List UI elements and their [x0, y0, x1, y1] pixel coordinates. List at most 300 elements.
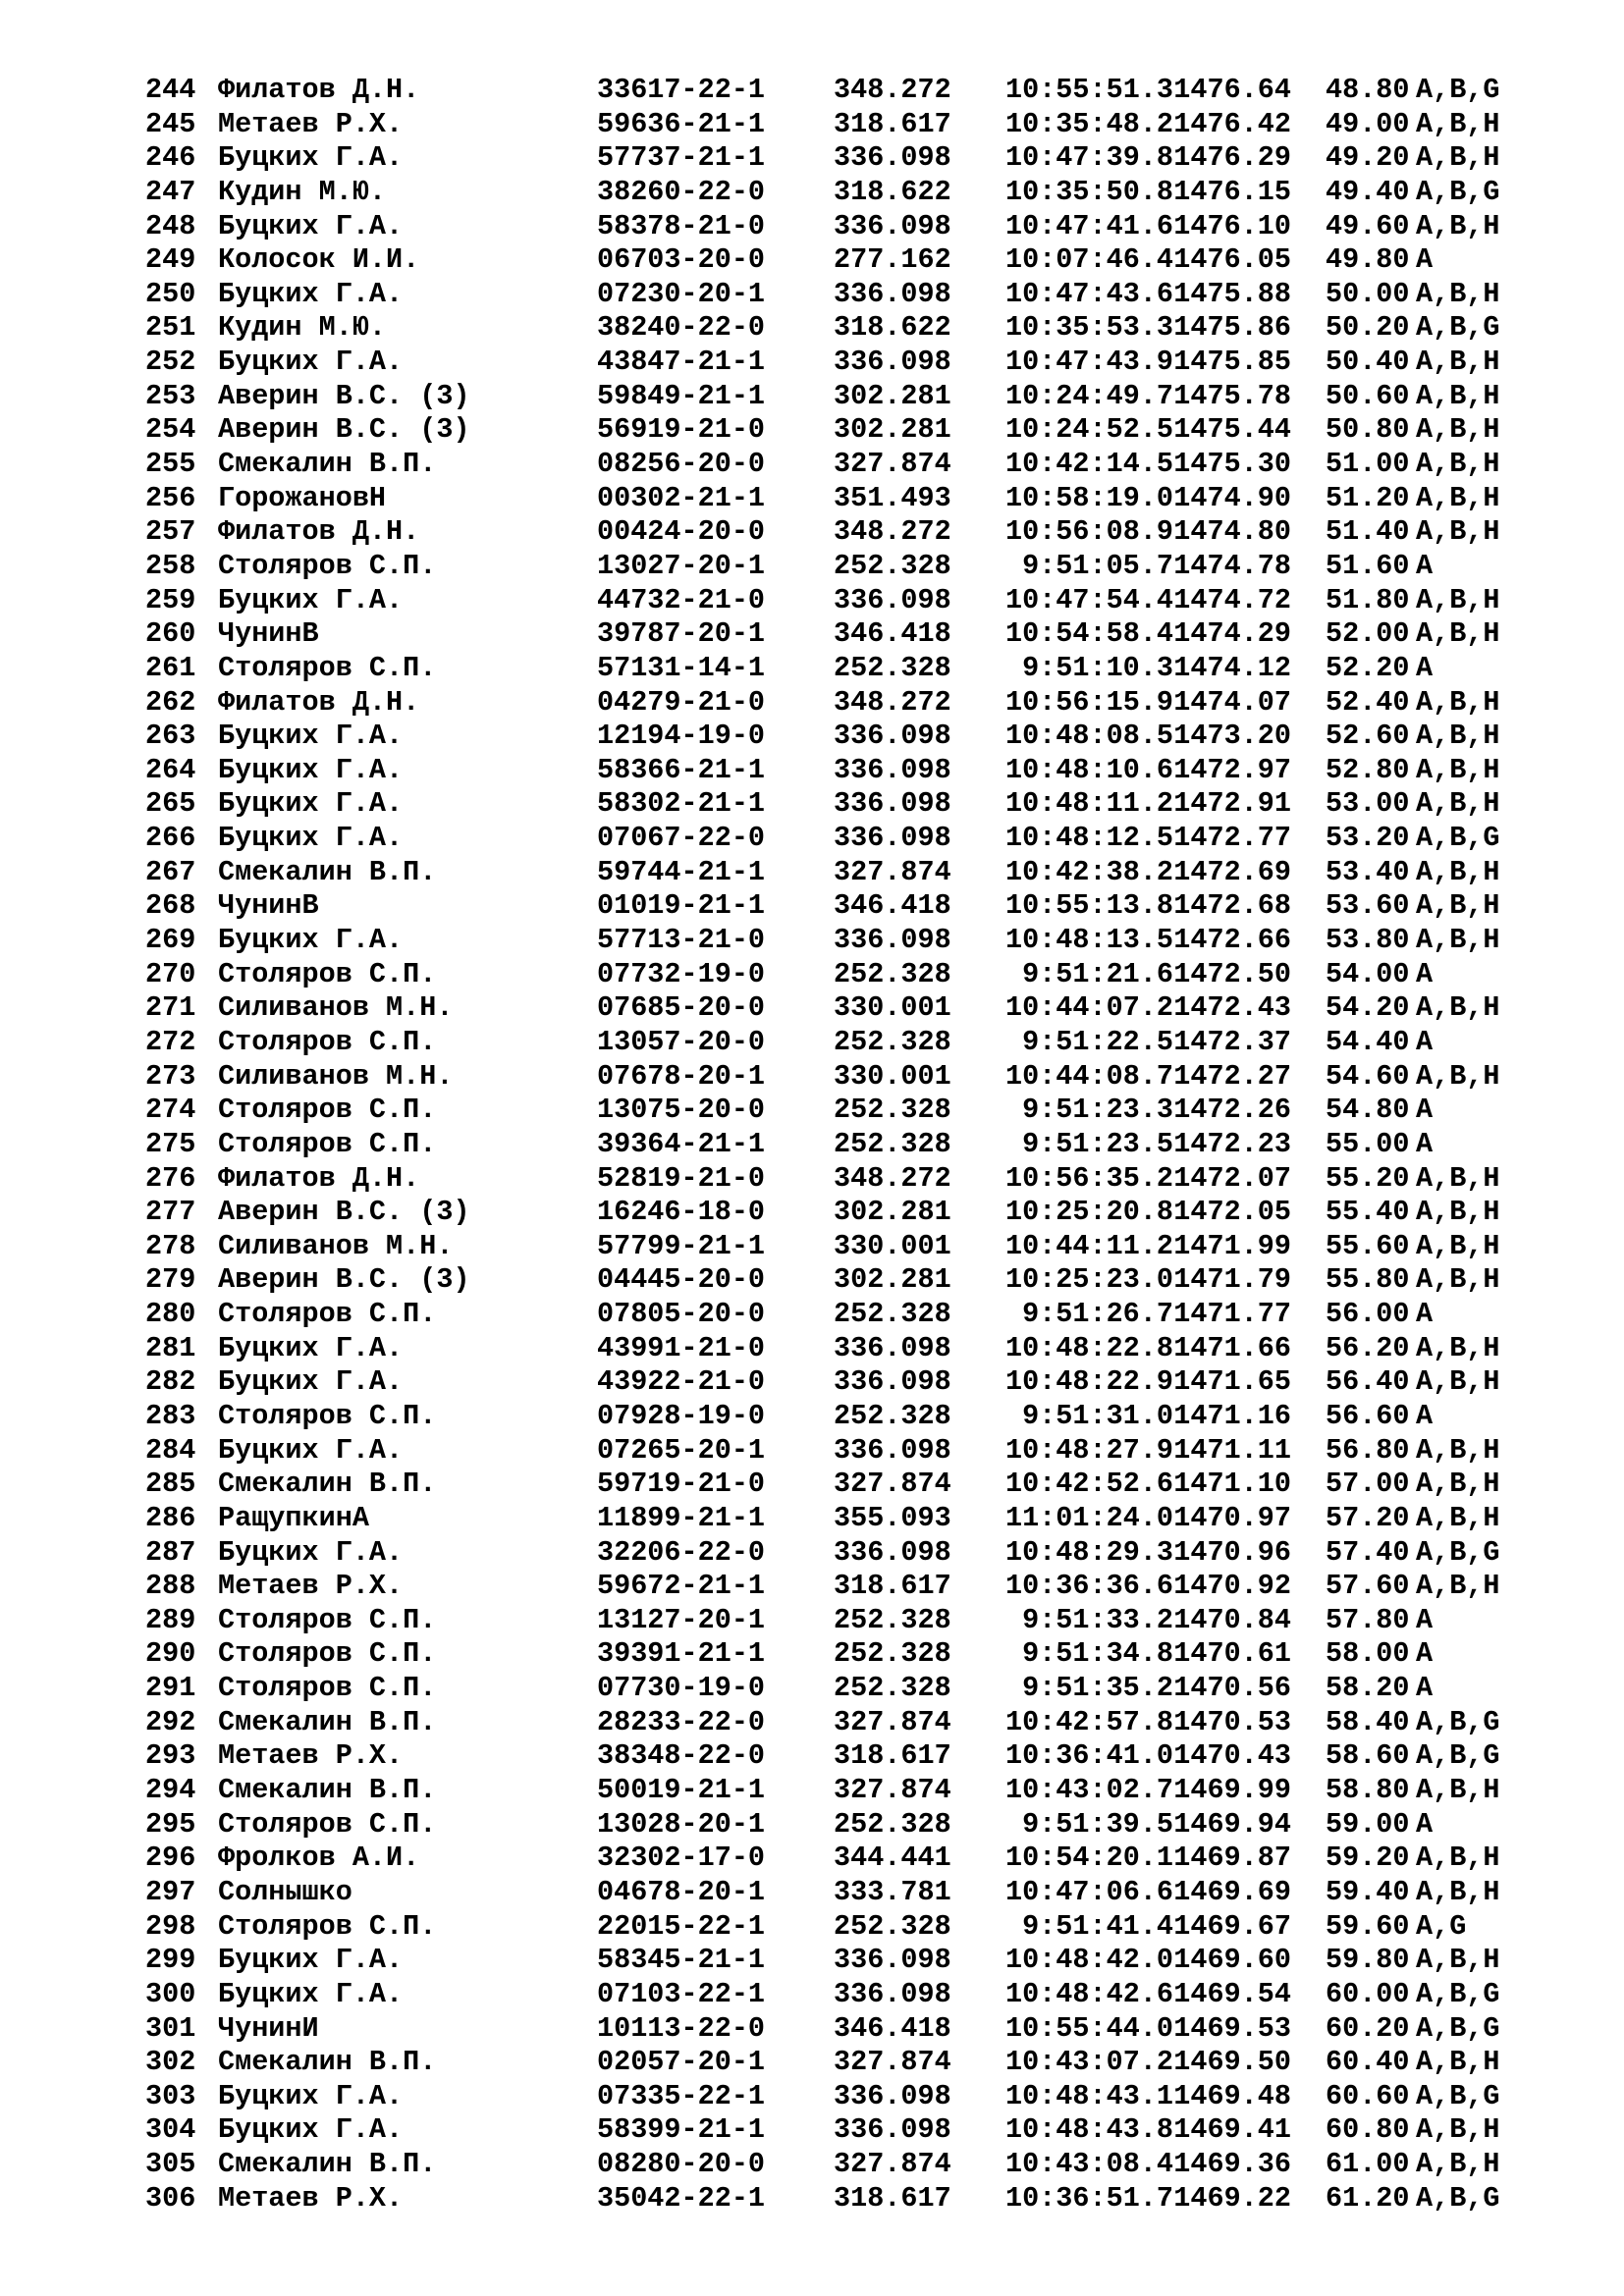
time-cell: 10:24:52.5 [1004, 413, 1173, 447]
distance-cell: 302.281 [834, 1196, 951, 1229]
time-cell: 10:48:42.6 [1004, 1977, 1173, 2010]
ring-cell: 50019-21-1 [597, 1774, 766, 1807]
speed-cell: 1472.69 [1173, 855, 1291, 888]
distance-cell: 330.001 [834, 1229, 951, 1262]
coefficient-cell: 58.40 [1326, 1705, 1410, 1738]
ring-cell: 43922-21-0 [597, 1365, 766, 1399]
ring-cell: 43847-21-1 [597, 346, 766, 379]
time-cell: 9:51:33.2 [1022, 1603, 1173, 1636]
result-row [145, 1706, 1524, 1740]
result-row [145, 2080, 1524, 2114]
category-cell: A,B,G [1416, 2181, 1500, 2215]
time-cell: 10:48:43.1 [1004, 2079, 1173, 2112]
category-cell: A,B,G [1416, 1535, 1500, 1569]
distance-cell: 333.781 [834, 1875, 951, 1908]
ring-cell: 39391-21-1 [597, 1637, 766, 1671]
name-cell: Буцких Г.А. [218, 2113, 404, 2147]
time-cell: 10:55:13.8 [1004, 889, 1173, 923]
speed-cell: 1470.53 [1173, 1705, 1291, 1738]
coefficient-cell: 49.60 [1326, 209, 1410, 242]
ring-cell: 07103-22-1 [597, 1977, 766, 2010]
place-cell: 265 [145, 787, 196, 821]
ring-cell: 07730-19-0 [597, 1672, 766, 1705]
speed-cell: 1469.50 [1173, 2046, 1291, 2079]
time-cell: 10:43:02.7 [1004, 1774, 1173, 1807]
name-cell: Столяров С.П. [218, 1127, 437, 1160]
category-cell: A,B,H [1416, 2046, 1500, 2079]
time-cell: 9:51:22.5 [1022, 1025, 1173, 1058]
distance-cell: 252.328 [834, 1672, 951, 1705]
speed-cell: 1469.67 [1173, 1909, 1291, 1943]
category-cell: A [1416, 243, 1434, 277]
result-row [145, 1978, 1524, 2012]
result-row [145, 311, 1524, 346]
place-cell: 279 [145, 1263, 196, 1297]
name-cell: Фролков А.И. [218, 1842, 420, 1875]
time-cell: 9:51:21.6 [1022, 957, 1173, 990]
distance-cell: 336.098 [834, 787, 951, 821]
category-cell: A,B,H [1416, 1774, 1500, 1807]
speed-cell: 1471.10 [1173, 1468, 1291, 1501]
result-row [145, 787, 1524, 822]
result-row [145, 1876, 1524, 1910]
ring-cell: 39364-21-1 [597, 1127, 766, 1160]
ring-cell: 56919-21-0 [597, 413, 766, 447]
name-cell: Буцких Г.А. [218, 141, 404, 175]
speed-cell: 1472.05 [1173, 1196, 1291, 1229]
name-cell: Буцких Г.А. [218, 583, 404, 616]
speed-cell: 1469.87 [1173, 1842, 1291, 1875]
ring-cell: 58302-21-1 [597, 787, 766, 821]
category-cell: A,B,H [1416, 720, 1500, 753]
time-cell: 10:47:43.9 [1004, 346, 1173, 379]
time-cell: 10:42:52.6 [1004, 1468, 1173, 1501]
distance-cell: 327.874 [834, 1774, 951, 1807]
name-cell: Солнышко [218, 1875, 352, 1908]
ring-cell: 59849-21-1 [597, 379, 766, 412]
coefficient-cell: 52.60 [1326, 720, 1410, 753]
name-cell: Смекалин В.П. [218, 1774, 437, 1807]
time-cell: 11:01:24.0 [1004, 1501, 1173, 1534]
speed-cell: 1469.36 [1173, 2148, 1291, 2181]
ring-cell: 07732-19-0 [597, 957, 766, 990]
result-row [145, 822, 1524, 856]
result-row [145, 1434, 1524, 1468]
time-cell: 10:48:27.9 [1004, 1433, 1173, 1467]
speed-cell: 1474.90 [1173, 481, 1291, 514]
place-cell: 253 [145, 379, 196, 412]
distance-cell: 336.098 [834, 753, 951, 786]
place-cell: 271 [145, 991, 196, 1025]
place-cell: 291 [145, 1672, 196, 1705]
coefficient-cell: 59.40 [1326, 1875, 1410, 1908]
result-row [145, 958, 1524, 992]
name-cell: Метаев Р.Х. [218, 1570, 404, 1603]
result-row [145, 754, 1524, 788]
result-row [145, 1536, 1524, 1571]
speed-cell: 1471.99 [1173, 1229, 1291, 1262]
ring-cell: 22015-22-1 [597, 1909, 766, 1943]
distance-cell: 346.418 [834, 889, 951, 923]
name-cell: Силиванов М.Н. [218, 991, 454, 1025]
category-cell: A,B,H [1416, 2113, 1500, 2147]
coefficient-cell: 52.20 [1326, 651, 1410, 684]
place-cell: 295 [145, 1807, 196, 1841]
speed-cell: 1475.44 [1173, 413, 1291, 447]
place-cell: 246 [145, 141, 196, 175]
name-cell: Столяров С.П. [218, 1807, 437, 1841]
speed-cell: 1472.23 [1173, 1127, 1291, 1160]
speed-cell: 1474.80 [1173, 515, 1291, 549]
place-cell: 294 [145, 1774, 196, 1807]
place-cell: 244 [145, 74, 196, 106]
place-cell: 281 [145, 1331, 196, 1364]
ring-cell: 07685-20-0 [597, 991, 766, 1025]
ring-cell: 07805-20-0 [597, 1298, 766, 1331]
distance-cell: 336.098 [834, 1331, 951, 1364]
place-cell: 277 [145, 1196, 196, 1229]
time-cell: 10:47:54.4 [1004, 583, 1173, 616]
distance-cell: 327.874 [834, 1468, 951, 1501]
distance-cell: 318.617 [834, 2181, 951, 2215]
distance-cell: 336.098 [834, 1977, 951, 2010]
ring-cell: 59744-21-1 [597, 855, 766, 888]
coefficient-cell: 60.80 [1326, 2113, 1410, 2147]
place-cell: 290 [145, 1637, 196, 1671]
coefficient-cell: 50.80 [1326, 413, 1410, 447]
distance-cell: 336.098 [834, 924, 951, 957]
coefficient-cell: 56.80 [1326, 1433, 1410, 1467]
coefficient-cell: 59.60 [1326, 1909, 1410, 1943]
ring-cell: 07230-20-1 [597, 277, 766, 310]
speed-cell: 1472.91 [1173, 787, 1291, 821]
time-cell: 10:48:42.0 [1004, 1944, 1173, 1977]
time-cell: 10:24:49.7 [1004, 379, 1173, 412]
distance-cell: 327.874 [834, 2046, 951, 2079]
name-cell: Филатов Д.Н. [218, 685, 420, 719]
time-cell: 10:43:08.4 [1004, 2148, 1173, 2181]
name-cell: Кудин М.Ю. [218, 311, 387, 345]
ring-cell: 13028-20-1 [597, 1807, 766, 1841]
place-cell: 280 [145, 1298, 196, 1331]
coefficient-cell: 55.60 [1326, 1229, 1410, 1262]
place-cell: 268 [145, 889, 196, 923]
place-cell: 275 [145, 1127, 196, 1160]
name-cell: Буцких Г.А. [218, 2079, 404, 2112]
coefficient-cell: 54.00 [1326, 957, 1410, 990]
place-cell: 250 [145, 277, 196, 310]
result-row [145, 1808, 1524, 1842]
speed-cell: 1475.30 [1173, 448, 1291, 481]
name-cell: ЧунинИ [218, 2011, 319, 2045]
result-row [145, 1637, 1524, 1672]
speed-cell: 1471.11 [1173, 1433, 1291, 1467]
coefficient-cell: 54.40 [1326, 1025, 1410, 1058]
name-cell: Буцких Г.А. [218, 1977, 404, 2010]
coefficient-cell: 52.80 [1326, 753, 1410, 786]
category-cell: A [1416, 1637, 1434, 1671]
name-cell: Буцких Г.А. [218, 924, 404, 957]
name-cell: Силиванов М.Н. [218, 1229, 454, 1262]
coefficient-cell: 53.40 [1326, 855, 1410, 888]
coefficient-cell: 60.40 [1326, 2046, 1410, 2079]
coefficient-cell: 58.00 [1326, 1637, 1410, 1671]
distance-cell: 348.272 [834, 1161, 951, 1195]
ring-cell: 59636-21-1 [597, 107, 766, 140]
ring-cell: 35042-22-1 [597, 2181, 766, 2215]
ring-cell: 58399-21-1 [597, 2113, 766, 2147]
result-row [145, 108, 1524, 142]
result-row [145, 1060, 1524, 1095]
result-row [145, 413, 1524, 448]
category-cell: A,B,H [1416, 346, 1500, 379]
speed-cell: 1471.65 [1173, 1365, 1291, 1399]
distance-cell: 252.328 [834, 1637, 951, 1671]
distance-cell: 252.328 [834, 957, 951, 990]
coefficient-cell: 51.00 [1326, 448, 1410, 481]
ring-cell: 38348-22-0 [597, 1739, 766, 1773]
name-cell: Аверин В.С. (3) [218, 1196, 470, 1229]
ring-cell: 38240-22-0 [597, 311, 766, 345]
speed-cell: 1472.97 [1173, 753, 1291, 786]
category-cell: A,B,H [1416, 617, 1500, 651]
name-cell: Метаев Р.Х. [218, 1739, 404, 1773]
category-cell: A,B,H [1416, 1570, 1500, 1603]
category-cell: A,B,H [1416, 209, 1500, 242]
result-row [145, 74, 1524, 108]
category-cell: A,B,H [1416, 753, 1500, 786]
distance-cell: 346.418 [834, 617, 951, 651]
place-cell: 299 [145, 1944, 196, 1977]
time-cell: 10:48:22.9 [1004, 1365, 1173, 1399]
coefficient-cell: 49.00 [1326, 107, 1410, 140]
category-cell: A,B,H [1416, 413, 1500, 447]
coefficient-cell: 53.60 [1326, 889, 1410, 923]
place-cell: 293 [145, 1739, 196, 1773]
coefficient-cell: 52.40 [1326, 685, 1410, 719]
ring-cell: 01019-21-1 [597, 889, 766, 923]
speed-cell: 1476.05 [1173, 243, 1291, 277]
ring-cell: 13027-20-1 [597, 549, 766, 582]
speed-cell: 1472.27 [1173, 1059, 1291, 1093]
result-row [145, 2113, 1524, 2148]
result-row [145, 1672, 1524, 1706]
place-cell: 273 [145, 1059, 196, 1093]
place-cell: 305 [145, 2148, 196, 2181]
place-cell: 282 [145, 1365, 196, 1399]
place-cell: 300 [145, 1977, 196, 2010]
coefficient-cell: 49.20 [1326, 141, 1410, 175]
speed-cell: 1476.64 [1173, 74, 1291, 106]
time-cell: 10:48:13.5 [1004, 924, 1173, 957]
coefficient-cell: 56.00 [1326, 1298, 1410, 1331]
coefficient-cell: 49.40 [1326, 175, 1410, 208]
ring-cell: 06703-20-0 [597, 243, 766, 277]
distance-cell: 277.162 [834, 243, 951, 277]
distance-cell: 336.098 [834, 209, 951, 242]
time-cell: 10:42:57.8 [1004, 1705, 1173, 1738]
ring-cell: 43991-21-0 [597, 1331, 766, 1364]
result-row [145, 2182, 1524, 2216]
distance-cell: 336.098 [834, 1535, 951, 1569]
result-row [145, 176, 1524, 210]
place-cell: 301 [145, 2011, 196, 2045]
result-row [145, 1298, 1524, 1332]
distance-cell: 302.281 [834, 379, 951, 412]
ring-cell: 08280-20-0 [597, 2148, 766, 2181]
time-cell: 10:25:20.8 [1004, 1196, 1173, 1229]
name-cell: ЧунинВ [218, 889, 319, 923]
time-cell: 10:07:46.4 [1004, 243, 1173, 277]
coefficient-cell: 56.20 [1326, 1331, 1410, 1364]
name-cell: Аверин В.С. (3) [218, 1263, 470, 1297]
place-cell: 254 [145, 413, 196, 447]
speed-cell: 1476.10 [1173, 209, 1291, 242]
ring-cell: 58378-21-0 [597, 209, 766, 242]
category-cell: A,B,H [1416, 1229, 1500, 1262]
time-cell: 10:55:44.0 [1004, 2011, 1173, 2045]
name-cell: Филатов Д.Н. [218, 74, 420, 106]
place-cell: 303 [145, 2079, 196, 2112]
result-row [145, 584, 1524, 618]
name-cell: Буцких Г.А. [218, 1944, 404, 1977]
name-cell: Столяров С.П. [218, 651, 437, 684]
speed-cell: 1472.26 [1173, 1094, 1291, 1127]
category-cell: A,B,H [1416, 889, 1500, 923]
coefficient-cell: 60.20 [1326, 2011, 1410, 2045]
name-cell: Буцких Г.А. [218, 1331, 404, 1364]
speed-cell: 1469.41 [1173, 2113, 1291, 2147]
result-row [145, 346, 1524, 380]
speed-cell: 1475.86 [1173, 311, 1291, 345]
speed-cell: 1472.50 [1173, 957, 1291, 990]
ring-cell: 58345-21-1 [597, 1944, 766, 1977]
distance-cell: 318.617 [834, 107, 951, 140]
time-cell: 10:44:11.2 [1004, 1229, 1173, 1262]
ring-cell: 11899-21-1 [597, 1501, 766, 1534]
ring-cell: 57799-21-1 [597, 1229, 766, 1262]
ring-cell: 04279-21-0 [597, 685, 766, 719]
place-cell: 302 [145, 2046, 196, 2079]
name-cell: Силиванов М.Н. [218, 1059, 454, 1093]
distance-cell: 330.001 [834, 1059, 951, 1093]
place-cell: 263 [145, 720, 196, 753]
ring-cell: 07928-19-0 [597, 1399, 766, 1432]
time-cell: 10:48:08.5 [1004, 720, 1173, 753]
speed-cell: 1475.85 [1173, 346, 1291, 379]
name-cell: Столяров С.П. [218, 1025, 437, 1058]
result-row [145, 856, 1524, 890]
speed-cell: 1474.78 [1173, 549, 1291, 582]
result-row [145, 1910, 1524, 1945]
distance-cell: 318.622 [834, 311, 951, 345]
result-row [145, 1604, 1524, 1638]
distance-cell: 252.328 [834, 1025, 951, 1058]
time-cell: 9:51:35.2 [1022, 1672, 1173, 1705]
place-cell: 270 [145, 957, 196, 990]
distance-cell: 327.874 [834, 2148, 951, 2181]
category-cell: A [1416, 651, 1434, 684]
name-cell: ЧунинВ [218, 617, 319, 651]
distance-cell: 327.874 [834, 448, 951, 481]
distance-cell: 252.328 [834, 1909, 951, 1943]
distance-cell: 336.098 [834, 277, 951, 310]
time-cell: 10:25:23.0 [1004, 1263, 1173, 1297]
category-cell: A [1416, 1603, 1434, 1636]
category-cell: A [1416, 1672, 1434, 1705]
coefficient-cell: 50.60 [1326, 379, 1410, 412]
place-cell: 287 [145, 1535, 196, 1569]
ring-cell: 57737-21-1 [597, 141, 766, 175]
name-cell: Буцких Г.А. [218, 1365, 404, 1399]
coefficient-cell: 54.80 [1326, 1094, 1410, 1127]
name-cell: Аверин В.С. (3) [218, 413, 470, 447]
place-cell: 252 [145, 346, 196, 379]
ring-cell: 57713-21-0 [597, 924, 766, 957]
coefficient-cell: 52.00 [1326, 617, 1410, 651]
time-cell: 10:54:20.1 [1004, 1842, 1173, 1875]
distance-cell: 348.272 [834, 74, 951, 106]
result-row [145, 1739, 1524, 1774]
category-cell: A [1416, 1807, 1434, 1841]
time-cell: 9:51:26.7 [1022, 1298, 1173, 1331]
coefficient-cell: 50.40 [1326, 346, 1410, 379]
place-cell: 249 [145, 243, 196, 277]
coefficient-cell: 57.00 [1326, 1468, 1410, 1501]
name-cell: Буцких Г.А. [218, 822, 404, 855]
coefficient-cell: 58.60 [1326, 1739, 1410, 1773]
category-cell: A,B,G [1416, 2079, 1500, 2112]
place-cell: 251 [145, 311, 196, 345]
speed-cell: 1469.22 [1173, 2181, 1291, 2215]
coefficient-cell: 49.80 [1326, 243, 1410, 277]
ring-cell: 32302-17-0 [597, 1842, 766, 1875]
category-cell: A,B,H [1416, 1196, 1500, 1229]
coefficient-cell: 58.20 [1326, 1672, 1410, 1705]
ring-cell: 00302-21-1 [597, 481, 766, 514]
time-cell: 10:47:06.6 [1004, 1875, 1173, 1908]
speed-cell: 1472.37 [1173, 1025, 1291, 1058]
name-cell: Столяров С.П. [218, 1298, 437, 1331]
result-row [145, 210, 1524, 244]
time-cell: 9:51:23.5 [1022, 1127, 1173, 1160]
distance-cell: 327.874 [834, 855, 951, 888]
time-cell: 10:36:51.7 [1004, 2181, 1173, 2215]
place-cell: 296 [145, 1842, 196, 1875]
coefficient-cell: 59.20 [1326, 1842, 1410, 1875]
coefficient-cell: 57.60 [1326, 1570, 1410, 1603]
speed-cell: 1471.79 [1173, 1263, 1291, 1297]
speed-cell: 1475.88 [1173, 277, 1291, 310]
category-cell: A,B,H [1416, 2148, 1500, 2181]
result-row [145, 2046, 1524, 2080]
speed-cell: 1469.99 [1173, 1774, 1291, 1807]
category-cell: A,B,H [1416, 515, 1500, 549]
distance-cell: 336.098 [834, 346, 951, 379]
distance-cell: 318.617 [834, 1570, 951, 1603]
result-row [145, 243, 1524, 278]
category-cell: A,B,G [1416, 175, 1500, 208]
category-cell: A [1416, 957, 1434, 990]
category-cell: A [1416, 1127, 1434, 1160]
name-cell: Столяров С.П. [218, 957, 437, 990]
speed-cell: 1469.69 [1173, 1875, 1291, 1908]
ring-cell: 59719-21-0 [597, 1468, 766, 1501]
category-cell: A,B,H [1416, 1468, 1500, 1501]
time-cell: 10:35:50.8 [1004, 175, 1173, 208]
result-row [145, 652, 1524, 686]
name-cell: Буцких Г.А. [218, 1535, 404, 1569]
